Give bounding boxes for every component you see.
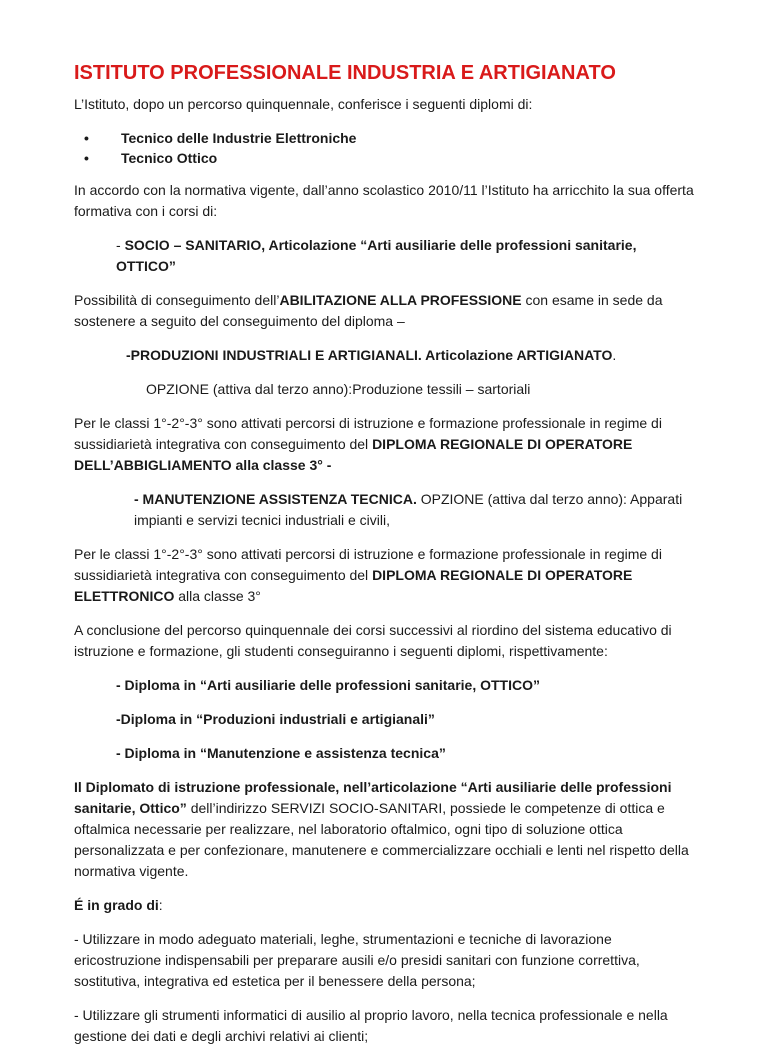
socio-sanitario-paragraph	[74, 235, 696, 277]
competenza-item: - Utilizzare in modo adeguato materiali, leghe, strumentazioni e tecniche di lavorazione ericostruzione indispensabili per preparare ausili e/o presidi sanitari con funzione correttiva, sostitutiva, integrativa ed estetica per il benessere della persona;	[74, 931, 640, 989]
manutenzione-paragraph	[74, 489, 696, 531]
diploma-label: Tecnico delle Industrie Elettroniche	[121, 130, 357, 146]
list-item	[84, 148, 696, 168]
accordo-paragraph: In accordo con la normativa vigente, dall’anno scolastico 2010/11 l’Istituto ha arricchito la sua offerta formativa con i corsi di:	[74, 182, 694, 219]
conclusione-paragraph: A conclusione del percorso quinquennale dei corsi successivi al riordino del sistema educativo di istruzione e formazione, gli studenti conseguiranno i seguenti diplomi, rispettivamente:	[74, 622, 672, 659]
produzioni-paragraph	[74, 345, 696, 366]
classi-abbigliamento-text: Per le classi 1°-2°-3° sono attivati percorsi di istruzione e formazione professionale in regime di sussidiarietà integrativa con conseguimento del	[74, 415, 662, 452]
bullet-icon: •	[84, 150, 89, 166]
competenza-item: - Utilizzare gli strumenti informatici di ausilio al proprio lavoro, nella tecnica professionale e nella gestione dei dati e degli archivi relativi ai clienti;	[74, 1007, 668, 1044]
classi-abbigliamento-bold: DIPLOMA REGIONALE DI OPERATORE DELL’ABBIGLIAMENTO alla classe 3° -	[74, 436, 633, 473]
classi-elettronico-text-1: Per le classi 1°-2°-3° sono attivati percorsi di istruzione e formazione professionale in regime di sussidiarietà integrativa con conseguimento del	[74, 546, 662, 583]
produzioni-title: -PRODUZIONI INDUSTRIALI E ARTIGIANALI. Articolazione ARTIGIANATO	[126, 347, 613, 363]
abilitazione-bold: ABILITAZIONE ALLA PROFESSIONE	[279, 292, 522, 308]
diplomato-text: dell’indirizzo SERVIZI SOCIO-SANITARI, possiede le competenze di ottica e oftalmica necessarie per realizzare, nel laboratorio oftalmico, ogni tipo di soluzione ottica personalizzata e per confezionare, manutenere e commercializzare occhiali e lenti nel rispetto della normativa vigente.	[74, 800, 689, 879]
socio-title: SOCIO – SANITARIO, Articolazione “Arti ausiliarie delle professioni sanitarie, OTTICO”	[116, 237, 637, 274]
diplomato-bold: Il Diplomato di istruzione professionale, nell’articolazione “Arti ausiliarie delle professioni sanitarie, Ottico”	[74, 779, 672, 816]
classi-elettronico-bold: DIPLOMA REGIONALE DI OPERATORE ELETTRONICO	[74, 567, 633, 604]
abilitazione-text-1: Possibilità di conseguimento dell’	[74, 292, 280, 308]
bullet-icon: •	[84, 130, 89, 146]
opzione-tessili-paragraph: OPZIONE (attiva dal terzo anno):Produzione tessili – sartoriali	[146, 381, 531, 397]
classi-abbigliamento-paragraph	[74, 413, 696, 476]
diploma-finale-item: - Diploma in “Manutenzione e assistenza tecnica”	[116, 745, 446, 761]
diploma-finale-item: - Diploma in “Arti ausiliarie delle professioni sanitarie, OTTICO”	[116, 677, 540, 693]
intro-paragraph: L’Istituto, dopo un percorso quinquennale, conferisce i seguenti diplomi di:	[74, 96, 533, 112]
in-grado-heading	[74, 895, 696, 916]
abilitazione-text-2: con esame in sede da sostenere a seguito del conseguimento del diploma –	[74, 292, 663, 329]
classi-elettronico-text-2: alla classe 3°	[174, 588, 261, 604]
in-grado-tail: :	[158, 897, 163, 913]
diplomato-paragraph	[74, 777, 696, 882]
socio-prefix: -	[116, 237, 125, 253]
diploma-label: Tecnico Ottico	[121, 150, 218, 166]
diploma-list	[74, 128, 696, 168]
page-title: ISTITUTO PROFESSIONALE INDUSTRIA E ARTIGIANATO	[74, 62, 616, 84]
manutenzione-title: - MANUTENZIONE ASSISTENZA TECNICA.	[134, 491, 417, 507]
list-item	[84, 128, 696, 148]
diploma-finale-item: -Diploma in “Produzioni industriali e artigianali”	[116, 711, 435, 727]
classi-elettronico-paragraph	[74, 544, 696, 607]
produzioni-tail: .	[612, 347, 617, 363]
abilitazione-paragraph	[74, 290, 696, 332]
manutenzione-text: OPZIONE (attiva dal terzo anno): Apparati impianti e servizi tecnici industriali e civili,	[134, 491, 683, 528]
in-grado-bold: É in grado di	[74, 897, 159, 913]
